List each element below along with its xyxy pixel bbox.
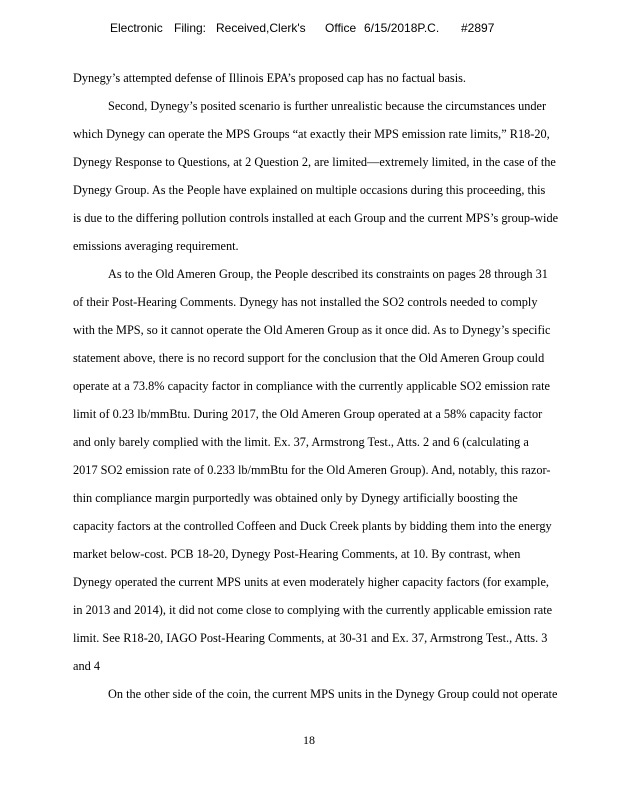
text-line: thin compliance margin purportedly was obtained only by Dynegy artificially boosting the [73,491,518,505]
header-filing: Filing: [174,21,207,35]
text-line: with the MPS, so it cannot operate the Old Ameren Group as it once did. As to Dynegy’s specific [73,323,551,337]
text-line: is due to the differing pollution controls installed at each Group and the current MPS’s group-wide [73,211,559,225]
text-line: On the other side of the coin, the current MPS units in the Dynegy Group could not operate [108,687,558,701]
text-line: 2017 SO2 emission rate of 0.233 lb/mmBtu for the Old Ameren Group). And, notably, this razor- [73,463,551,477]
text-line: Dynegy Response to Questions, at 2 Question 2, are limited—extremely limited, in the case of the [73,155,556,169]
text-line: operate at a 73.8% capacity factor in compliance with the currently applicable SO2 emission rate [73,379,551,393]
header-number: #2897 [461,21,495,35]
text-line: market below-cost. PCB 18-20, Dynegy Post-Hearing Comments, at 10. By contrast, when [73,547,521,561]
text-line: statement above, there is no record support for the conclusion that the Old Ameren Group could [73,351,545,365]
header-date: 6/15/2018P.C. [364,21,440,35]
text-line: Dynegy’s attempted defense of Illinois EPA’s proposed cap has no factual basis. [73,71,466,85]
page-number: 18 [303,733,315,747]
text-line: which Dynegy can operate the MPS Groups “at exactly their MPS emission rate limits,” R18-20, [73,127,550,141]
text-line: in 2013 and 2014), it did not come close to complying with the currently applicable emission rate [73,603,553,617]
header-office: Office [325,21,357,35]
text-line: and 4 [73,659,100,673]
text-line: Dynegy operated the current MPS units at even moderately higher capacity factors (for example, [73,575,549,589]
text-line: As to the Old Ameren Group, the People described its constraints on pages 28 through 31 [108,267,548,281]
text-line: Second, Dynegy’s posited scenario is further unrealistic because the circumstances under [108,99,547,113]
text-line: capacity factors at the controlled Coffeen and Duck Creek plants by bidding them into the energy [73,519,552,533]
text-line: and only barely complied with the limit. Ex. 37, Armstrong Test., Atts. 2 and 6 (calculating a [73,435,529,449]
text-line: of their Post-Hearing Comments. Dynegy has not installed the SO2 controls needed to comply [73,295,538,309]
text-line: limit. See R18-20, IAGO Post-Hearing Comments, at 30-31 and Ex. 37, Armstrong Test., Atts. 3 [73,631,548,645]
header-electronic: Electronic [110,21,163,35]
text-line: Dynegy Group. As the People have explained on multiple occasions during this proceeding, this [73,183,546,197]
text-line: limit of 0.23 lb/mmBtu. During 2017, the Old Ameren Group operated at a 58% capacity factor [73,407,543,421]
header-received: Received,Clerk's [216,21,306,35]
text-line: emissions averaging requirement. [73,239,239,253]
